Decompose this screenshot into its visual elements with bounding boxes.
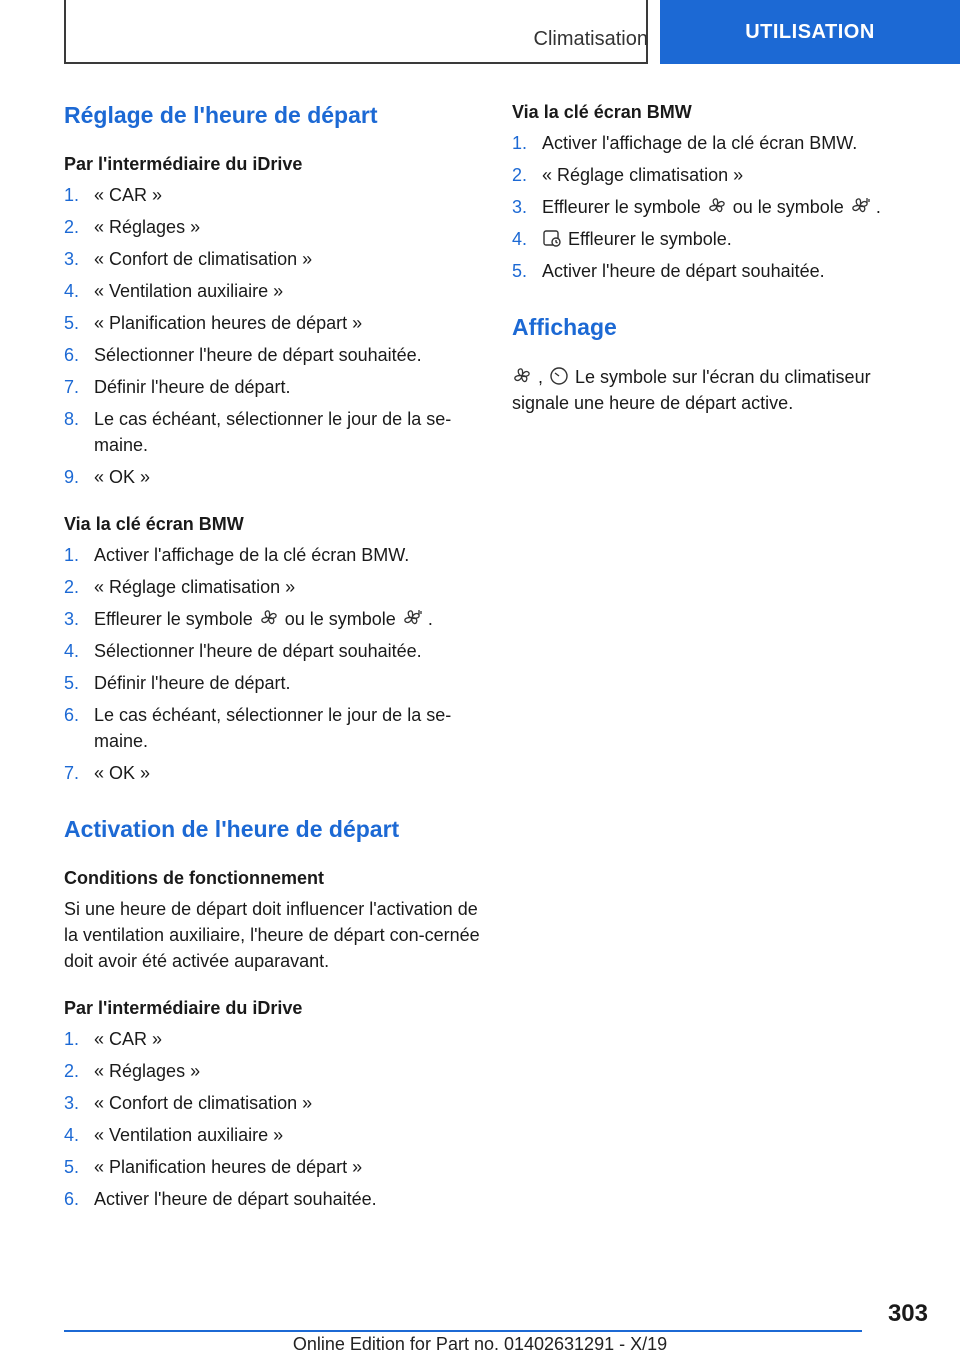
step-text: « CAR » <box>94 1029 163 1049</box>
fan-active-icon <box>402 608 422 628</box>
list-item <box>64 542 484 568</box>
idrive-steps <box>64 182 484 490</box>
step-text-end: . <box>427 609 433 629</box>
step-number: 4. <box>64 641 80 661</box>
list-item <box>64 182 484 208</box>
step-number: 2. <box>512 165 528 185</box>
step-text: Effleurer le symbole <box>94 609 253 629</box>
list-item <box>64 670 484 696</box>
step-number: 7. <box>64 377 80 397</box>
step-number: 5. <box>64 673 80 693</box>
step-number: 8. <box>64 409 80 429</box>
subhead-conditions: Conditions de fonctionnement <box>64 868 324 888</box>
step-text: « Planification heures de départ » <box>94 313 363 333</box>
step-text: « Réglage climatisation » <box>542 165 744 185</box>
step-text: « Planification heures de départ » <box>94 1157 363 1177</box>
step-number: 1. <box>64 185 80 205</box>
step-number: 3. <box>512 197 528 217</box>
step-text: Activer l'heure de départ souhaitée. <box>542 261 825 281</box>
idrive2-steps <box>64 1026 484 1212</box>
footer-edition: Online Edition for Part no. 01402631291 - X/19 <box>292 1334 668 1354</box>
step-text: Le cas échéant, sélectionner le jour de la se-maine. <box>94 705 452 751</box>
step-text: Le cas échéant, sélectionner le jour de la se-maine. <box>94 409 452 455</box>
step-number: 5. <box>512 261 528 281</box>
subhead-idrive-2: Par l'intermédiaire du iDrive <box>64 998 303 1018</box>
page-number: 303 <box>887 1300 928 1327</box>
step-number: 5. <box>64 313 80 333</box>
icon-separator: , <box>538 367 544 387</box>
step-text-or: ou le symbole <box>284 609 396 629</box>
step-number: 4. <box>512 229 528 249</box>
key-steps-right <box>512 130 932 284</box>
step-number: 3. <box>64 1093 80 1113</box>
fan-icon <box>259 608 279 628</box>
step-number: 7. <box>64 763 80 783</box>
list-item <box>64 760 484 786</box>
step-text: « Confort de climatisation » <box>94 249 313 269</box>
step-text: « Réglages » <box>94 217 201 237</box>
step-text: Définir l'heure de départ. <box>94 377 291 397</box>
list-item <box>64 1058 484 1084</box>
list-item <box>64 1026 484 1052</box>
affichage-paragraph <box>512 364 932 416</box>
step-text: « Ventilation auxiliaire » <box>94 1125 284 1145</box>
conditions-paragraph: Si une heure de départ doit influencer l'activation de la ventilation auxiliaire, l'heure de départ con-cernée doit avoir été activée auparavant. <box>64 899 480 971</box>
list-item <box>64 702 484 754</box>
section-title-activation: Activation de l'heure de départ <box>64 816 400 842</box>
step-text: « CAR » <box>94 185 163 205</box>
subhead-idrive: Par l'intermédiaire du iDrive <box>64 154 303 174</box>
list-item <box>64 638 484 664</box>
step-text: Définir l'heure de départ. <box>94 673 291 693</box>
fan-active-icon <box>850 196 870 216</box>
step-text: Sélectionner l'heure de départ souhaitée. <box>94 641 422 661</box>
list-item <box>512 162 932 188</box>
list-item <box>64 574 484 600</box>
step-number: 2. <box>64 1061 80 1081</box>
affichage-text: Le symbole sur l'écran du climatiseur signale une heure de départ active. <box>512 367 871 413</box>
subhead-key: Via la clé écran BMW <box>64 514 244 534</box>
step-text: « Réglage climatisation » <box>94 577 296 597</box>
section-title-reglage: Réglage de l'heure de départ <box>64 102 378 128</box>
list-item <box>64 374 484 400</box>
list-item <box>64 1090 484 1116</box>
header-chapter-tab[interactable]: UTILISATION <box>660 0 960 64</box>
list-item <box>64 406 484 458</box>
list-item <box>64 606 484 632</box>
subhead-key-right: Via la clé écran BMW <box>512 102 692 122</box>
step-number: 6. <box>64 1189 80 1209</box>
step-text: « OK » <box>94 467 151 487</box>
clock-icon <box>549 366 569 386</box>
step-text: Activer l'affichage de la clé écran BMW. <box>542 133 858 153</box>
section-title-affichage: Affichage <box>512 314 617 340</box>
list-item <box>64 464 484 490</box>
header-section-title: Climatisation <box>533 28 648 50</box>
step-text: Effleurer le symbole. <box>568 229 732 249</box>
list-item <box>512 226 932 252</box>
list-item <box>512 258 932 284</box>
list-item <box>64 214 484 240</box>
step-number: 2. <box>64 217 80 237</box>
step-number: 3. <box>64 249 80 269</box>
fan-icon <box>512 366 532 386</box>
step-number: 5. <box>64 1157 80 1177</box>
list-item <box>64 1186 484 1212</box>
step-text: Activer l'heure de départ souhaitée. <box>94 1189 377 1209</box>
step-number: 1. <box>64 545 80 565</box>
list-item <box>64 310 484 336</box>
step-number: 1. <box>64 1029 80 1049</box>
step-number: 3. <box>64 609 80 629</box>
step-number: 6. <box>64 705 80 725</box>
step-number: 4. <box>64 1125 80 1145</box>
list-item <box>512 194 932 220</box>
list-item <box>64 342 484 368</box>
timer-icon <box>542 228 562 248</box>
fan-icon <box>707 196 727 216</box>
list-item <box>64 246 484 272</box>
step-number: 9. <box>64 467 80 487</box>
left-column <box>64 100 484 1234</box>
step-text: « Ventilation auxiliaire » <box>94 281 284 301</box>
step-text: « Confort de climatisation » <box>94 1093 313 1113</box>
step-text: Effleurer le symbole <box>542 197 701 217</box>
step-text-or: ou le symbole <box>732 197 844 217</box>
step-text: « OK » <box>94 763 151 783</box>
step-number: 1. <box>512 133 528 153</box>
step-text: « Réglages » <box>94 1061 201 1081</box>
list-item <box>64 1154 484 1180</box>
step-text-end: . <box>875 197 881 217</box>
right-column <box>512 100 932 438</box>
key-steps <box>64 542 484 786</box>
step-text: Activer l'affichage de la clé écran BMW. <box>94 545 410 565</box>
footer-divider <box>64 1330 862 1332</box>
step-text: Sélectionner l'heure de départ souhaitée. <box>94 345 422 365</box>
list-item <box>64 1122 484 1148</box>
step-number: 6. <box>64 345 80 365</box>
step-number: 2. <box>64 577 80 597</box>
list-item <box>512 130 932 156</box>
list-item <box>64 278 484 304</box>
step-number: 4. <box>64 281 80 301</box>
